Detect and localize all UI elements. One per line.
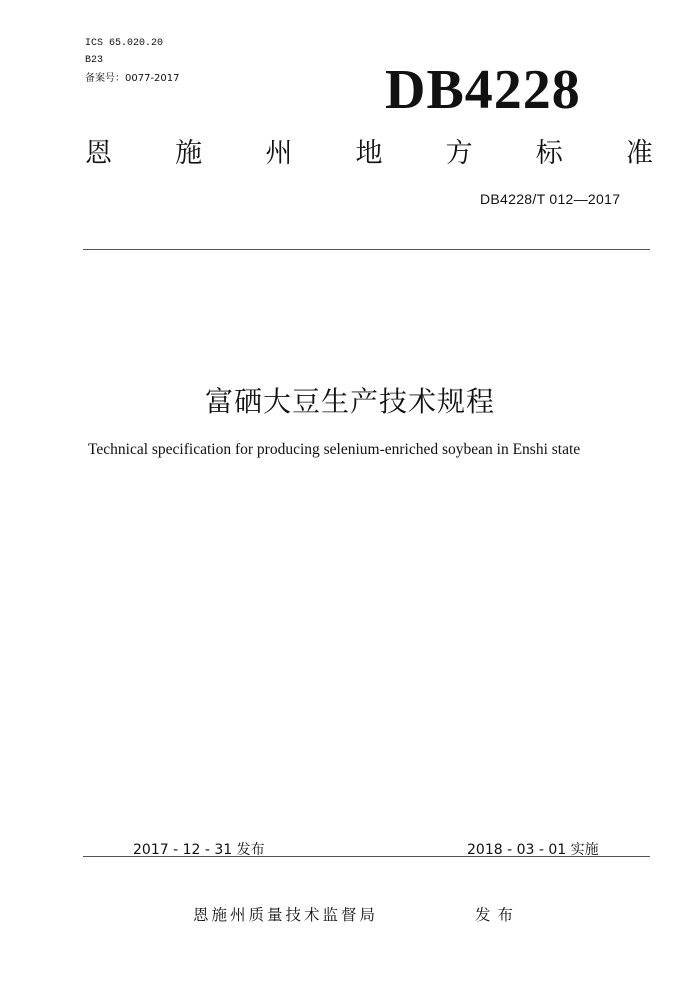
standard-type-char: 恩: [85, 138, 112, 169]
standard-type-char: 地: [355, 138, 383, 169]
classification-code: B23: [85, 55, 104, 66]
standard-type-char: 州: [265, 138, 293, 169]
document-title-cn: 富硒大豆生产技术规程: [204, 385, 495, 418]
standard-type-char: 标: [535, 138, 563, 169]
standard-number: DB4228/T 012—2017: [480, 191, 621, 207]
document-title-en: Technical specification for producing selenium-enriched soybean in Enshi state: [88, 441, 581, 458]
standard-code: DB4228: [385, 59, 581, 121]
footer-divider: [83, 856, 650, 857]
standard-type-char: 方: [445, 138, 473, 169]
header-divider: [83, 249, 650, 250]
registration-number: 备案号：0077-2017: [85, 73, 180, 84]
standard-type-heading: [85, 138, 653, 170]
publish-date: 2017 - 12 - 31 发布: [133, 842, 265, 858]
standard-type-char: 施: [175, 138, 203, 169]
standard-type-char: 准: [625, 138, 653, 169]
issue-label: 发布: [475, 906, 521, 924]
issuing-authority: 恩施州质量技术监督局: [193, 906, 379, 924]
ics-code: ICS 65.020.20: [85, 38, 164, 49]
implementation-date: 2018 - 03 - 01 实施: [467, 842, 599, 858]
